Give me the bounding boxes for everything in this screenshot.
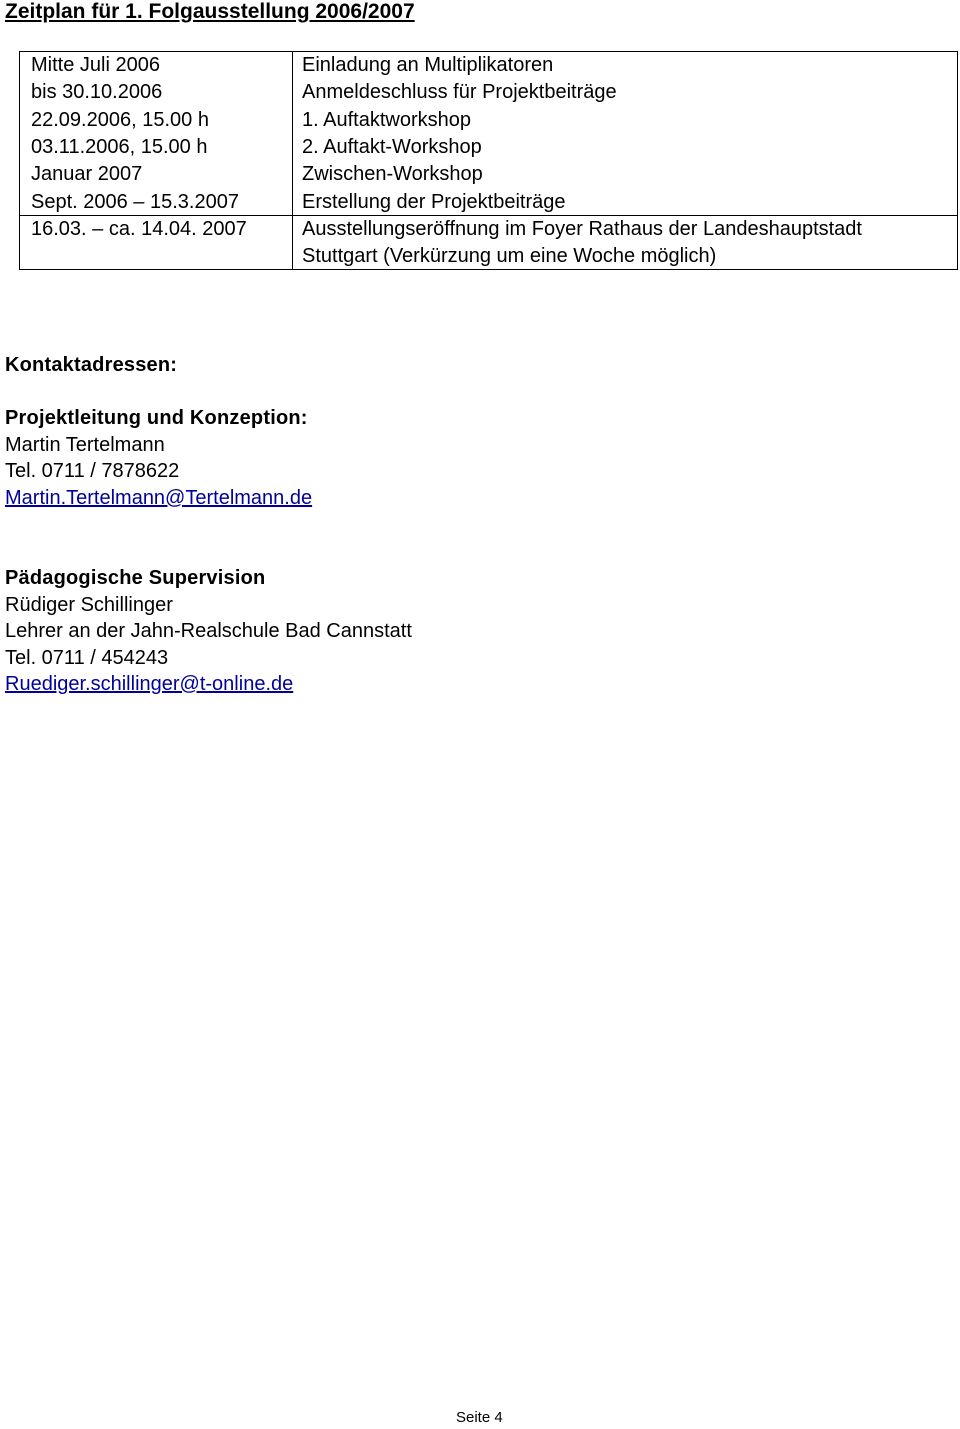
schedule-event-continuation: Stuttgart (Verkürzung um eine Woche möglich) [302,245,717,267]
schedule-event: Anmeldeschluss für Projektbeiträge [302,81,617,104]
table-row [20,107,957,134]
schedule-event: Erstellung der Projektbeiträge [302,190,566,213]
table-row [20,134,957,161]
schedule-event: 2. Auftakt-Workshop [302,135,482,158]
contact-name: Martin Tertelmann [5,434,165,456]
contact-email-link[interactable] [5,671,293,697]
email-link-tertelmann[interactable]: Martin.Tertelmann@Tertelmann.de [5,487,313,509]
contacts-heading: Kontaktadressen: [5,354,178,376]
table-row [20,189,957,216]
contact-phone: Tel. 0711 / 7878622 [5,460,180,482]
table-row [20,161,957,188]
table-row [20,52,957,79]
table-row [20,79,957,106]
schedule-date: Sept. 2006 – 15.3.2007 [31,190,239,213]
schedule-date: 16.03. – ca. 14.04. 2007 [31,218,247,240]
schedule-table [19,51,958,270]
contact-name: Rüdiger Schillinger [5,594,173,616]
page-title: Zeitplan für 1. Folgausstellung 2006/2007 [5,0,415,23]
contact-phone: Tel. 0711 / 454243 [5,647,169,669]
email-link-schillinger[interactable]: Ruediger.schillinger@t-online.de [5,673,294,695]
schedule-event: 1. Auftaktworkshop [302,108,471,131]
schedule-date: bis 30.10.2006 [31,81,163,104]
schedule-date: Januar 2007 [31,163,143,186]
contact-email-link[interactable] [5,485,312,511]
contact-role: Lehrer an der Jahn-Realschule Bad Cannstatt [5,620,412,642]
contact-heading-project-lead: Projektleitung und Konzeption: [5,407,308,429]
contact-heading-supervision: Pädagogische Supervision [5,567,266,589]
schedule-event: Einladung an Multiplikatoren [302,54,554,76]
table-row [20,216,957,270]
page-number: Seite 4 [456,1409,503,1426]
schedule-date: 22.09.2006, 15.00 h [31,108,209,131]
schedule-event: Zwischen-Workshop [302,163,483,186]
schedule-event: Ausstellungseröffnung im Foyer Rathaus der Landeshauptstadt [302,218,862,240]
schedule-date: 03.11.2006, 15.00 h [31,135,208,158]
schedule-date: Mitte Juli 2006 [31,54,160,76]
